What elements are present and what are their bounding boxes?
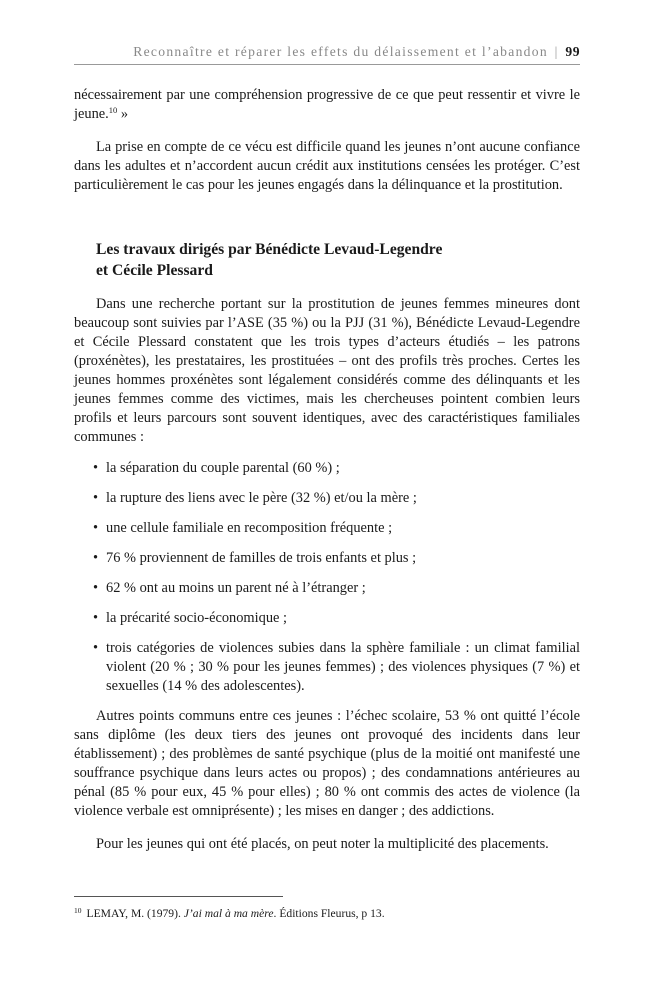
list-item-text: la rupture des liens avec le père (32 %) et/ou la mère ; xyxy=(106,490,417,506)
bullet-icon: • xyxy=(93,580,99,596)
header-rule xyxy=(74,64,580,65)
page-number: 99 xyxy=(565,44,580,59)
footnote-rule xyxy=(74,896,283,897)
list-item-text: une cellule familiale en recomposition fréquente ; xyxy=(106,520,393,536)
list-item-text: la précarité socio-économique ; xyxy=(106,610,288,626)
list-item xyxy=(74,639,580,696)
footnote-publisher: . Éditions Fleurus, p 13. xyxy=(273,907,385,920)
section-heading xyxy=(96,239,580,281)
bullet-icon: • xyxy=(93,610,99,626)
heading-line: Les travaux dirigés par Bénédicte Levaud-Legendre xyxy=(96,241,443,258)
footnote-reference[interactable]: 10 xyxy=(108,105,118,115)
header-separator: | xyxy=(554,44,559,59)
running-title: Reconnaître et réparer les effets du délaissement et l’abandon xyxy=(133,44,548,59)
bullet-list xyxy=(74,459,580,696)
list-item xyxy=(74,489,580,508)
list-item-text: la séparation du couple parental (60 %) ; xyxy=(106,460,340,476)
book-page xyxy=(74,0,580,1006)
footnote xyxy=(74,907,580,921)
list-item xyxy=(74,549,580,568)
paragraph: Pour les jeunes qui ont été placés, on peut noter la multiplicité des placements. xyxy=(96,836,549,852)
body-text xyxy=(74,86,580,854)
paragraph: Autres points communs entre ces jeunes : l’échec scolaire, 53 % ont quitté l’école sans diplôme (les deux tiers des jeunes ont provoqué des incidents dans leur établissement) ; des problèmes de santé psychique (plus de la moitié ont manifesté une souffrance psychique dans leurs actes ou propos) ; des condamnations antérieures au pénal (85 % pour eux, 45 % pour elles) ; 80 % ont commis des actes de violence (la violence verbale est omniprésente) ; les mises en danger ; des addictions. xyxy=(74,708,580,819)
list-item xyxy=(74,579,580,598)
paragraph-text: nécessairement par une compréhension progressive de ce que peut ressentir et vivre le jeune. xyxy=(74,87,580,122)
paragraph: La prise en compte de ce vécu est difficile quand les jeunes n’ont aucune confiance dans les adultes et n’accordent aucun crédit aux institutions censées les protéger. C’est particulièrement le cas pour les jeunes engagés dans la délinquance et la prostitution. xyxy=(74,139,580,193)
heading-line: et Cécile Plessard xyxy=(96,262,213,279)
list-item xyxy=(74,459,580,478)
bullet-icon: • xyxy=(93,550,99,566)
bullet-icon: • xyxy=(93,520,99,536)
running-header xyxy=(74,44,580,60)
bullet-icon: • xyxy=(93,460,99,476)
list-item-text: trois catégories de violences subies dans la sphère familiale : un climat familial violent (20 % ; 30 % pour les jeunes femmes) ; des violences physiques (7 %) et sexuelles (14 % des adolescentes). xyxy=(106,640,580,694)
footnote-number: 10 xyxy=(74,906,82,915)
list-item xyxy=(74,519,580,538)
bullet-icon: • xyxy=(93,490,99,506)
paragraph: Dans une recherche portant sur la prostitution de jeunes femmes mineures dont beaucoup sont suivies par l’ASE (35 %) ou la PJJ (31 %), Bénédicte Levaud-Legendre et Cécile Plessard constatent que les trois types d’acteurs étudiés – les patrons (proxénètes), les prestataires, les prostituées – ont des profils très proches. Certes les jeunes hommes proxénètes sont légalement considérés comme des délinquants et les jeunes femmes comme des victimes, mais les chercheuses pointent combien leurs profils et leurs parcours sont souvent identiques, avec des caractéristiques familiales communes : xyxy=(74,296,580,445)
paragraph-continuation xyxy=(74,86,580,124)
list-item-text: 62 % ont au moins un parent né à l’étranger ; xyxy=(106,580,366,596)
bullet-icon: • xyxy=(93,640,99,656)
footnote-title: J’ai mal à ma mère xyxy=(183,907,274,920)
list-item xyxy=(74,609,580,628)
footnote-author: LEMAY, M. (1979). xyxy=(86,907,184,920)
list-item-text: 76 % proviennent de familles de trois enfants et plus ; xyxy=(106,550,417,566)
closing-quote: » xyxy=(117,106,129,122)
